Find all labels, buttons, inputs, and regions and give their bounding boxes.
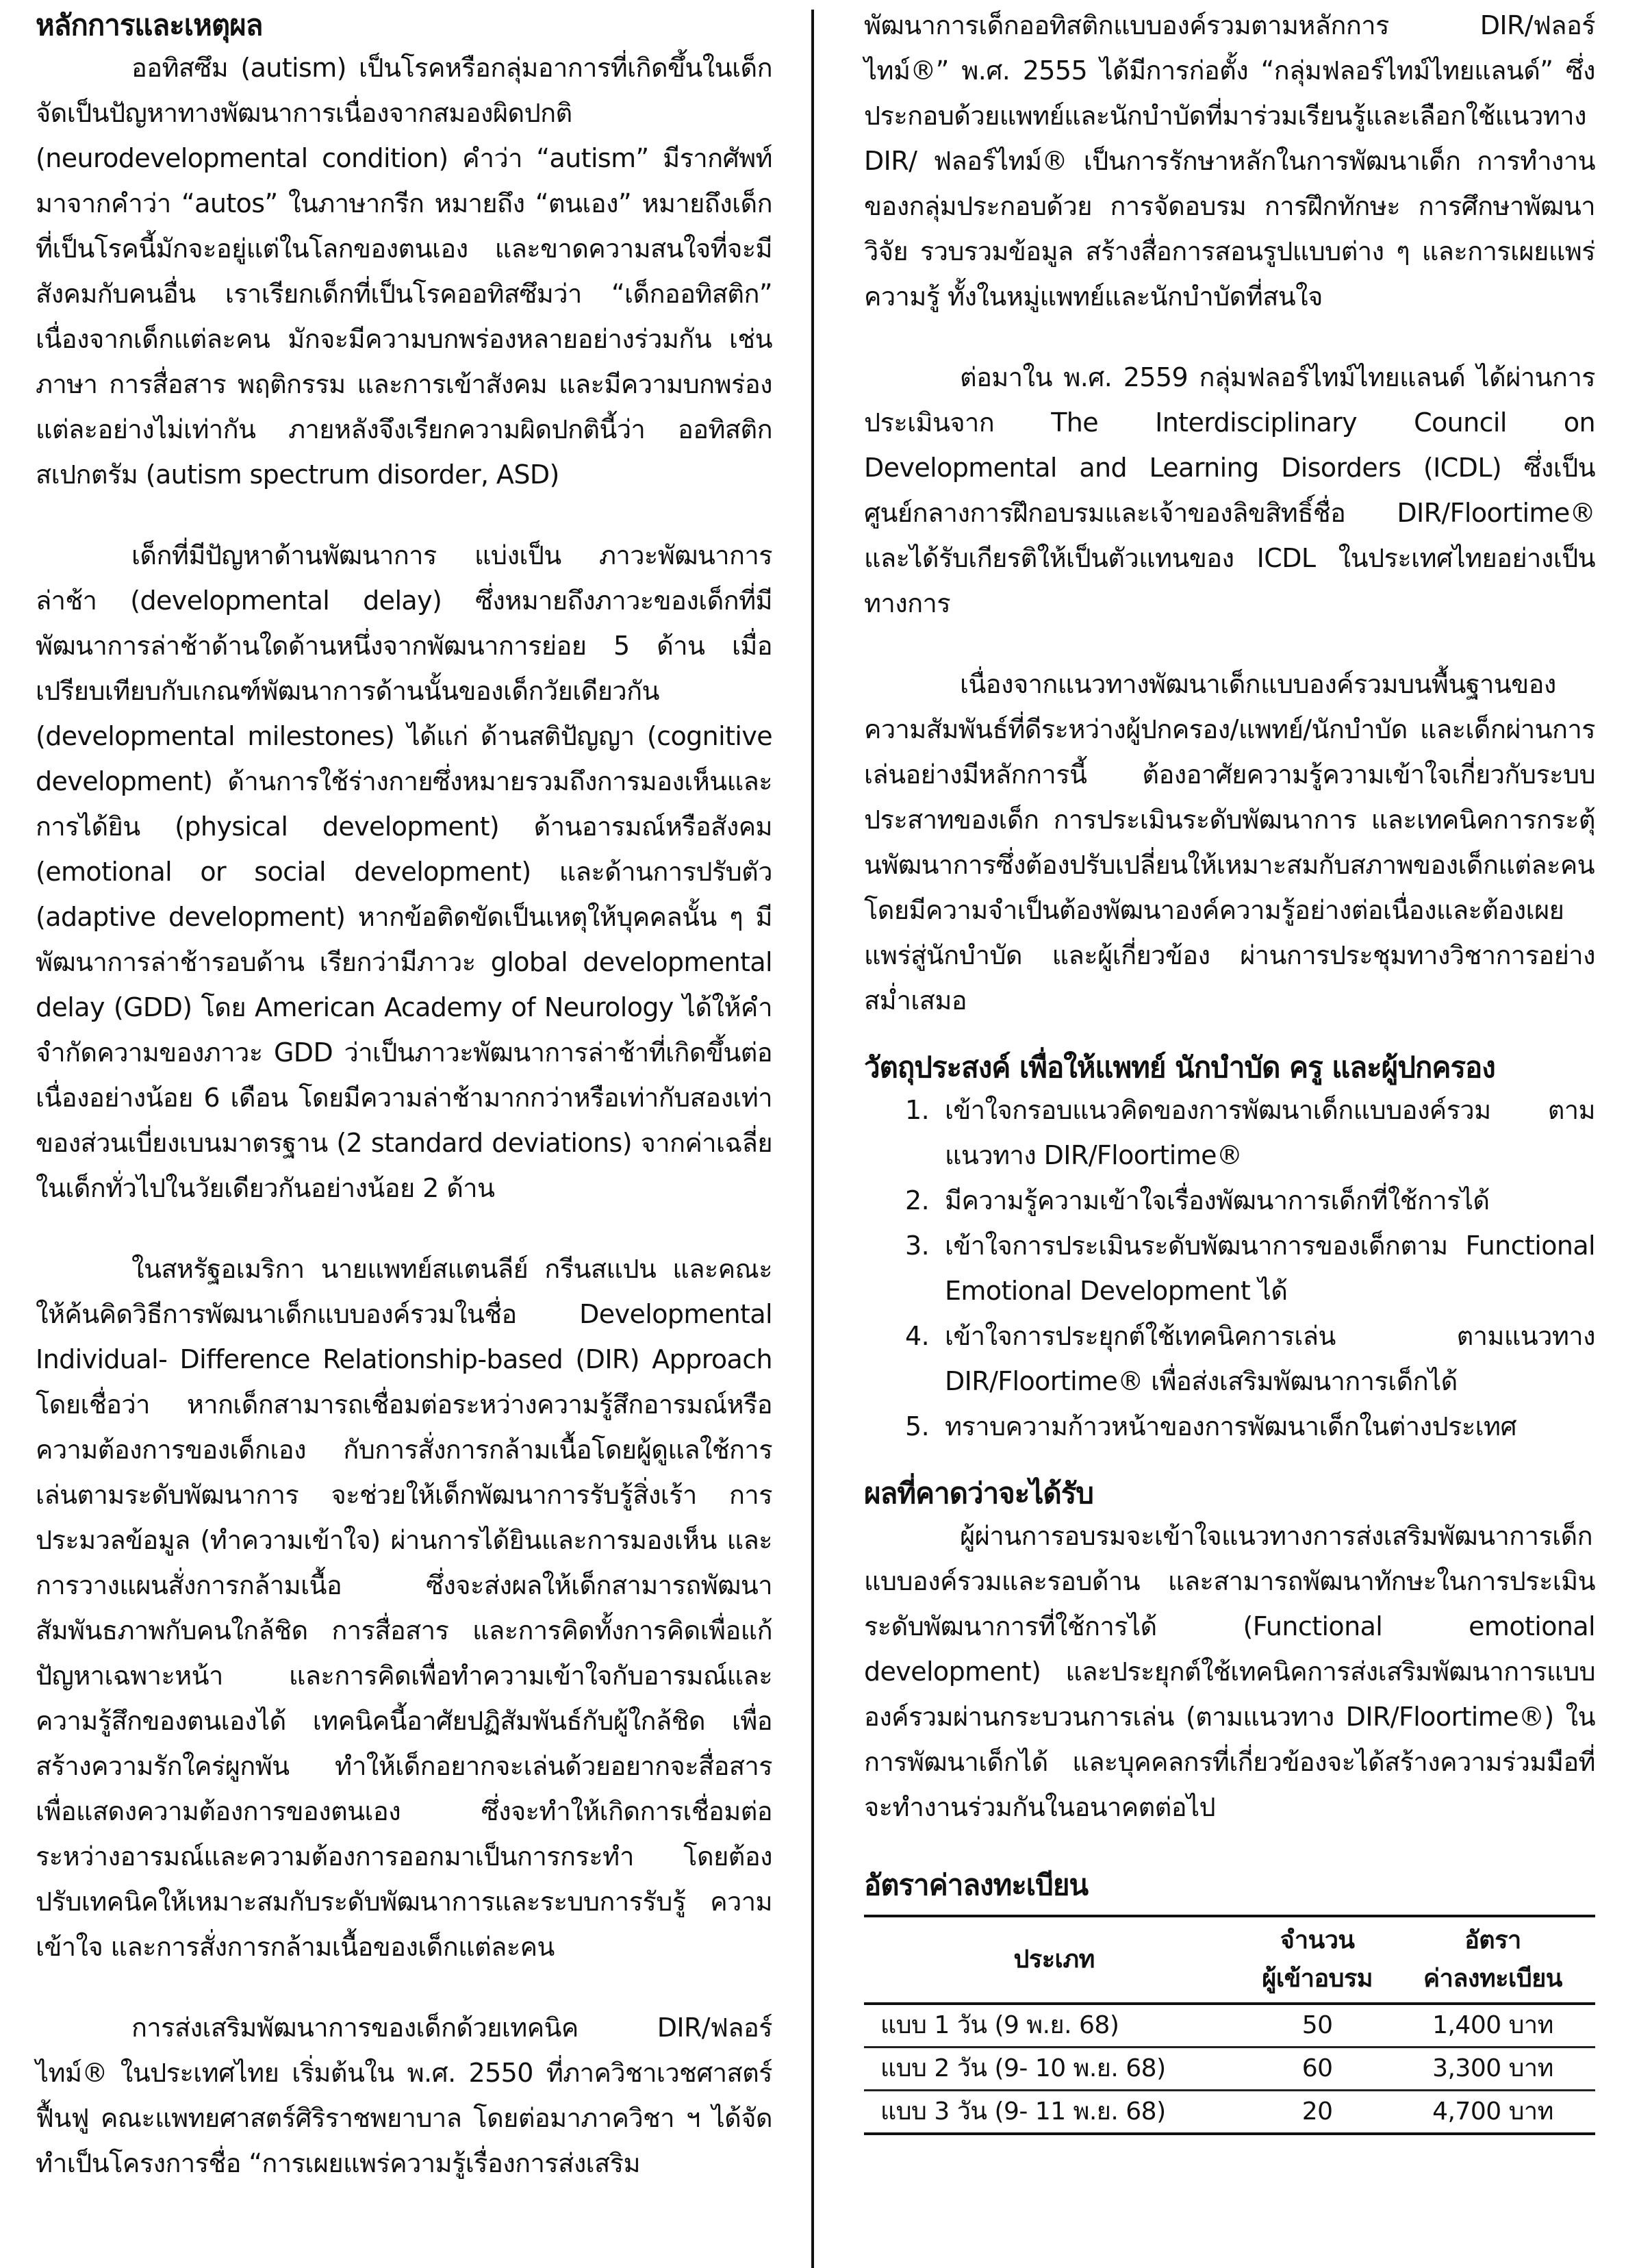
objective-item: 4. เข้าใจการประยุกต์ใช้เทคนิคการเล่น ตามแนวทาง DIR/Floortime® เพื่อส่งเสริมพัฒนาการเด็กได้ (905, 1321, 1595, 1396)
fee-type: แบบ 2 วัน (9- 10 พ.ย. 68) (864, 2048, 1244, 2091)
paragraph-floortime-group: พัฒนาการเด็กออทิสติกแบบองค์รวมตามหลักการ DIR/ฟลอร์ไทม์®” พ.ศ. 2555 ได้มีการก่อตั้ง “กลุ่มฟลอร์ไทม์ไทยแลนด์” ซึ่งประกอบด้วยแพทย์และนักบำบัดที่มาร่วมเรียนรู้และเลือกใช้แนวทาง DIR/ ฟลอร์ไทม์® เป็นการรักษาหลักในการพัฒนาเด็ก การทำงานของกลุ่มประกอบด้วย การจัดอบรม การฝึกทักษะ การศึกษาพัฒนาวิจัย รวบรวมข้อมูล สร้างสื่อการสอนรูปแบบต่าง ๆ และการเผยแพร่ความรู้ ทั้งในหมู่แพทย์และนักบำบัดที่สนใจ (864, 10, 1595, 312)
fees-table-header (864, 1916, 1595, 2004)
outcomes-heading: ผลที่คาดว่าจะได้รับ (864, 1476, 1093, 1510)
col-count: จำนวน ผู้เข้าอบรม (1244, 1916, 1390, 2004)
objectives-list (864, 1087, 1595, 1449)
col-type: ประเภท (864, 1916, 1244, 2004)
objectives-heading: วัตถุประสงค์ เพื่อให้แพทย์ นักบำบัด ครู และผู้ปกครอง (864, 1050, 1495, 1084)
rationale-heading: หลักการและเหตุผล (36, 8, 263, 42)
fees-heading: อัตราค่าลงทะเบียน (864, 1868, 1089, 1902)
fee-rate: 4,700 บาท (1390, 2091, 1595, 2134)
column-divider (811, 10, 814, 2268)
fee-count: 20 (1244, 2091, 1390, 2134)
objective-item: 5. ทราบความก้าวหน้าของการพัฒนาเด็กในต่างประเทศ (905, 1411, 1516, 1441)
paragraph-dir-approach: ในสหรัฐอเมริกา นายแพทย์สแตนลีย์ กรีนสแปน และคณะให้ค้นคิดวิธีการพัฒนาเด็กแบบองค์รวมในชื่อ Developmental Individual- Difference Relationship-based (DIR) Approach โดยเชื่อว่า หากเด็กสามารถเชื่อมต่อระหว่างความรู้สึกอารมณ์หรือความต้องการของเด็กเอง กับการสั่งการกล้ามเนื้อโดยผู้ดูแลใช้การเล่นตามระดับพัฒนาการ จะช่วยให้เด็กพัฒนาการรับรู้สิ่งเร้า การประมวลข้อมูล (ทำความเข้าใจ) ผ่านการได้ยินและการมองเห็น และการวางแผนสั่งการกล้ามเนื้อ ซึ่งจะส่งผลให้เด็กสามารถพัฒนาสัมพันธภาพกับคนใกล้ชิด การสื่อสาร และการคิดทั้งการคิดเพื่อแก้ปัญหาเฉพาะหน้า และการคิดเพื่อทำความเข้าใจกับอารมณ์และความรู้สึกของตนเองได้ เทคนิคนี้อาศัยปฏิสัมพันธ์กับผู้ใกล้ชิด เพื่อสร้างความรักใคร่ผูกพัน ทำให้เด็กอยากจะเล่นด้วยอยากจะสื่อสารเพื่อแสดงความต้องการของตนเอง ซึ่งจะทำให้เกิดการเชื่อมต่อระหว่างอารมณ์และความต้องการออกมาเป็นการกระทำ โดยต้องปรับเทคนิคให้เหมาะสมกับระดับพัฒนาการและระบบการรับรู้ ความเข้าใจ และการสั่งการกล้ามเนื้อของเด็กแต่ละคน (36, 1254, 772, 1962)
objective-item: 3. เข้าใจการประเมินระดับพัฒนาการของเด็กตาม Functional Emotional Development ได้ (905, 1231, 1595, 1306)
paragraph-holistic-approach: เนื่องจากแนวทางพัฒนาเด็กแบบองค์รวมบนพื้นฐานของความสัมพันธ์ที่ดีระหว่างผู้ปกครอง/แพทย์/นักบำบัด และเด็กผ่านการเล่นอย่างมีหลักการนี้ ต้องอาศัยความรู้ความเข้าใจเกี่ยวกับระบบประสาทของเด็ก การประเมินระดับพัฒนาการ และเทคนิคการกระตุ้นพัฒนาการซึ่งต้องปรับเปลี่ยนให้เหมาะสมกับสภาพของเด็กแต่ละคน โดยมีความจำเป็นต้องพัฒนาองค์ความรู้อย่างต่อเนื่องและต้องเผยแพร่สู่นักบำบัด และผู้เกี่ยวข้อง ผ่านการประชุมทางวิชาการอย่างสม่ำเสมอ (864, 669, 1595, 1016)
paragraph-autism-definition: ออทิสซึม (autism) เป็นโรคหรือกลุ่มอาการที่เกิดขึ้นในเด็ก จัดเป็นปัญหาทางพัฒนาการเนื่องจากสมองผิดปกติ (neurodevelopmental condition) คำว่า “autism” มีรากศัพท์มาจากคำว่า “autos” ในภาษากรีก หมายถึง “ตนเอง” หมายถึงเด็กที่เป็นโรคนี้มักจะอยู่แต่ในโลกของตนเอง และขาดความสนใจที่จะมีสังคมกับคนอื่น เราเรียกเด็กที่เป็นโรคออทิสซึมว่า “เด็กออทิสติก” เนื่องจากเด็กแต่ละคน มักจะมีความบกพร่องหลายอย่างร่วมกัน เช่น ภาษา การสื่อสาร พฤติกรรม และการเข้าสังคม และมีความบกพร่องแต่ละอย่างไม่เท่ากัน ภายหลังจึงเรียกความผิดปกตินี้ว่า ออทิสติกสเปกตรัม (autism spectrum disorder, ASD) (36, 53, 772, 490)
fees-section (864, 1865, 1595, 2135)
right-column (864, 0, 1595, 2135)
objective-item: 2. มีความรู้ความเข้าใจเรื่องพัฒนาการเด็กที่ใช้การได้ (905, 1185, 1490, 1215)
fee-count: 50 (1244, 2004, 1390, 2048)
table-row (864, 2004, 1595, 2048)
fee-type: แบบ 1 วัน (9 พ.ย. 68) (864, 2004, 1244, 2048)
fees-table (864, 1915, 1595, 2135)
paragraph-icdl: ต่อมาใน พ.ศ. 2559 กลุ่มฟลอร์ไทม์ไทยแลนด์ ได้ผ่านการประเมินจาก The Interdisciplinary Council on Developmental and Learning Disorders (ICDL) ซึ่งเป็นศูนย์กลางการฝึกอบรมและเจ้าของลิขสิทธิ์ชื่อ DIR/Floortime® และได้รับเกียรติให้เป็นตัวแทนของ ICDL ในประเทศไทยอย่างเป็นทางการ (864, 362, 1595, 618)
paragraph-dir-thailand: การส่งเสริมพัฒนาการของเด็กด้วยเทคนิค DIR/ฟลอร์ไทม์® ในประเทศไทย เริ่มต้นใน พ.ศ. 2550 ที่ภาควิชาเวชศาสตร์ฟื้นฟู คณะแพทยศาสตร์ศิริราชพยาบาล โดยต่อมาภาควิชา ฯ ได้จัดทำเป็นโครงการชื่อ “การเผยแพร่ความรู้เรื่องการส่งเสริม (36, 2013, 772, 2178)
fee-rate: 3,300 บาท (1390, 2048, 1595, 2091)
table-row (864, 2091, 1595, 2134)
col-rate: อัตรา ค่าลงทะเบียน (1390, 1916, 1595, 2004)
objectives-section (864, 1048, 1595, 1449)
outcomes-section (864, 1474, 1595, 1830)
paragraph-developmental-delay: เด็กที่มีปัญหาด้านพัฒนาการ แบ่งเป็น ภาวะพัฒนาการล่าช้า (developmental delay) ซึ่งหมายถึงภาวะของเด็กที่มีพัฒนาการล่าช้าด้านใดด้านหนึ่งจากพัฒนาการย่อย 5 ด้าน เมื่อเปรียบเทียบกับเกณฑ์พัฒนาการด้านนั้นของเด็กวัยเดียวกัน (developmental milestones) ได้แก่ ด้านสติปัญญา (cognitive development) ด้านการใช้ร่างกายซึ่งหมายรวมถึงการมองเห็นและการได้ยิน (physical development) ด้านอารมณ์หรือสังคม (emotional or social development) และด้านการปรับตัว (adaptive development) หากข้อติดขัดเป็นเหตุให้บุคคลนั้น ๆ มีพัฒนาการล่าช้ารอบด้าน เรียกว่ามีภาวะ global developmental delay (GDD) โดย American Academy of Neurology ได้ให้คำจำกัดความของภาวะ GDD ว่าเป็นภาวะพัฒนาการล่าช้าที่เกิดขึ้นต่อเนื่องอย่างน้อย 6 เดือน โดยมีความล่าช้ามากกว่าหรือเท่ากับสองเท่าของส่วนเบี่ยงเบนมาตรฐาน (2 standard deviations) จากค่าเฉลี่ยในเด็กทั่วไปในวัยเดียวกันอย่างน้อย 2 ด้าน (36, 540, 772, 1203)
table-row (864, 2048, 1595, 2091)
outcomes-text: ผู้ผ่านการอบรมจะเข้าใจแนวทางการส่งเสริมพัฒนาการเด็กแบบองค์รวมและรอบด้าน และสามารถพัฒนาทักษะในการประเมินระดับพัฒนาการที่ใช้การได้ (Functional emotional development) และประยุกต์ใช้เทคนิคการส่งเสริมพัฒนาการแบบองค์รวมผ่านกระบวนการเล่น (ตามแนวทาง DIR/Floortime®) ในการพัฒนาเด็กได้ และบุคคลกรที่เกี่ยวข้องจะได้สร้างความร่วมมือที่จะทำงานร่วมกันในอนาคตต่อไป (864, 1521, 1595, 1822)
fee-rate: 1,400 บาท (1390, 2004, 1595, 2048)
objective-item: 1. เข้าใจกรอบแนวคิดของการพัฒนาเด็กแบบองค์รวม ตามแนวทาง DIR/Floortime® (905, 1095, 1595, 1170)
fee-count: 60 (1244, 2048, 1390, 2091)
left-column (36, 0, 772, 2186)
fee-type: แบบ 3 วัน (9- 11 พ.ย. 68) (864, 2091, 1244, 2134)
